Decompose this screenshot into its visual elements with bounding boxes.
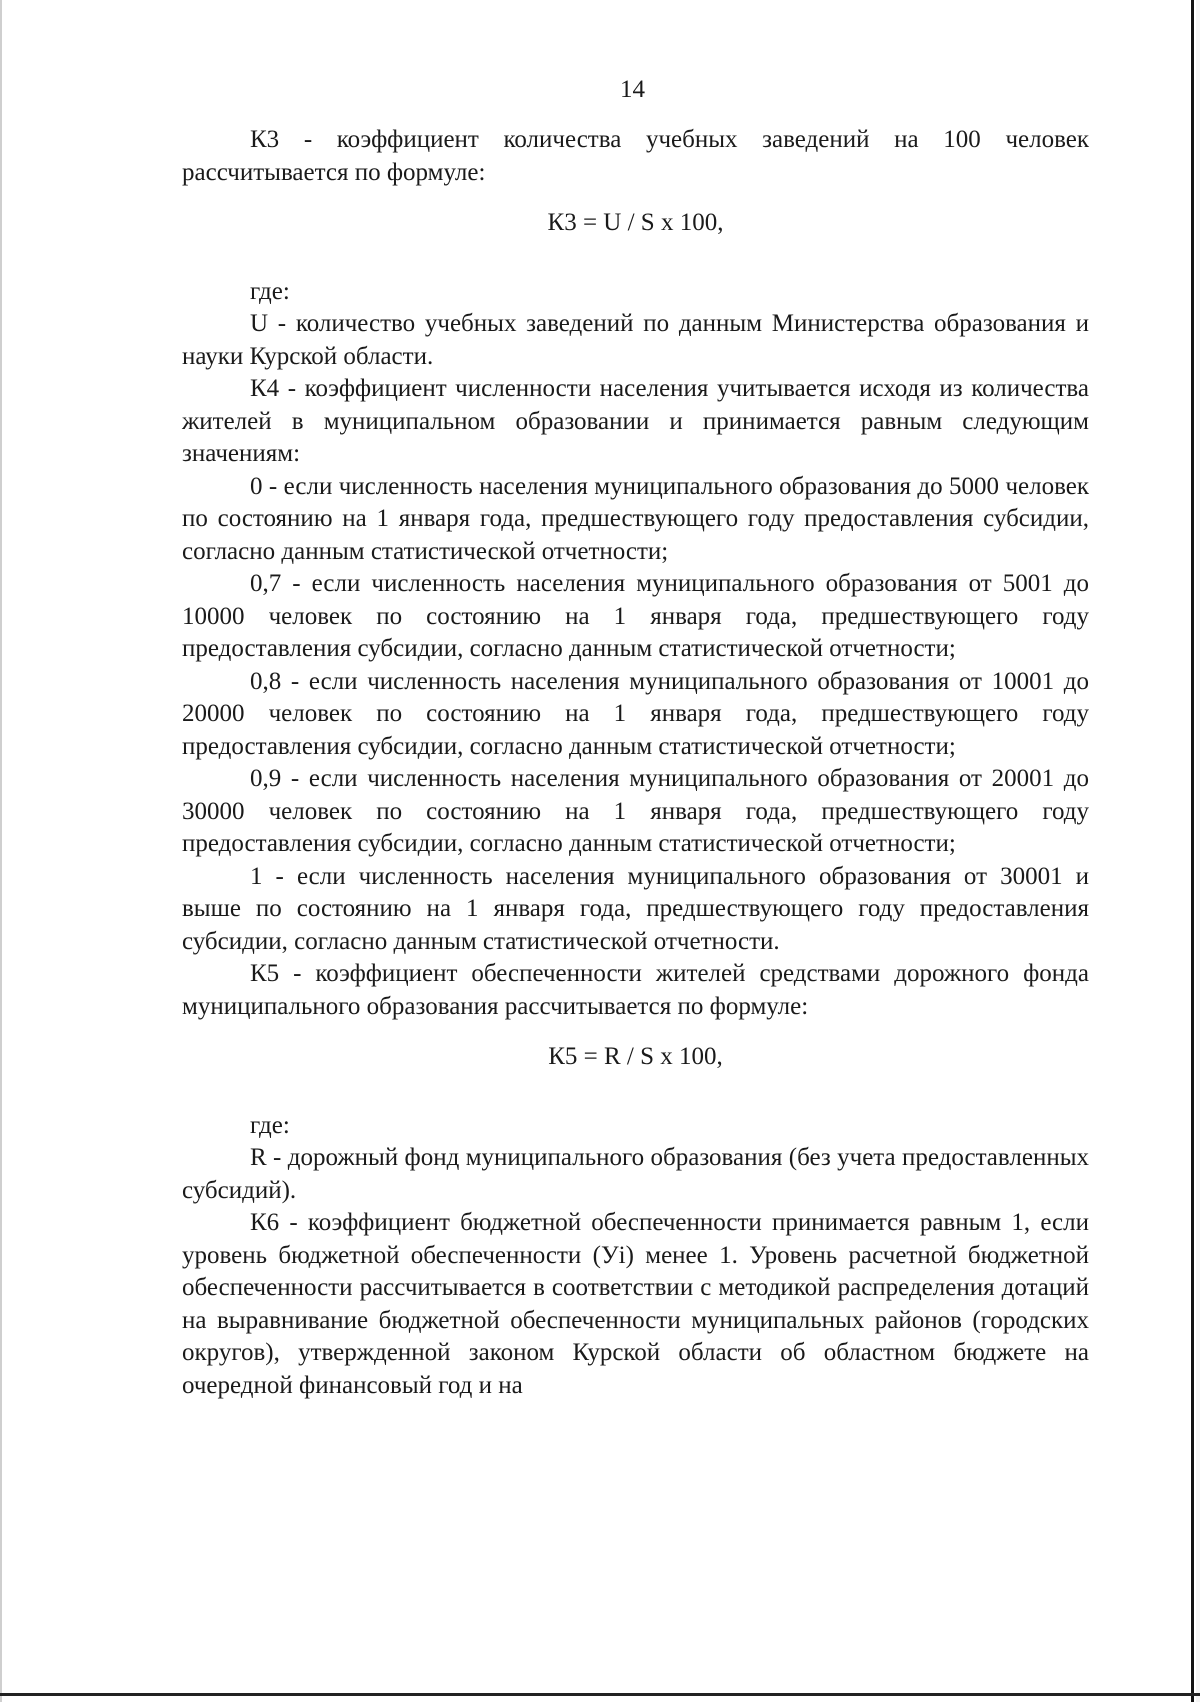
k3-definition: К3 - коэффициент количества учебных заведений на 100 человек рассчитывается по формуле: [182,126,1089,186]
k4-value-1: 1 - если численность населения муниципального образования от 30001 и выше по состоянию на 1 января года, предшествующего году предоставления субсидии, согласно данным статистической отчетности. [182,862,1089,955]
k5-where-label: где: [250,1111,290,1139]
k5-formula: К5 = R / S х 100, [548,1043,723,1070]
k6-definition: К6 - коэффициент бюджетной обеспеченности принимается равным 1, если уровень бюджетной обеспеченности (Уi) менее 1. Уровень расчетной бюджетной обеспеченности рассчитывается в соответствии с методикой распределения дотаций на выравнивание бюджетной обеспеченности муниципальных районов (городских округов), утвержденной законом Курской области об областном бюджете на очередной финансовый год и на [182,1209,1089,1399]
k3-formula: К3 = U / S х 100, [547,209,724,236]
k3-where-label: где: [250,277,290,305]
k4-value-0: 0 - если численность населения муниципального образования до 5000 человек по состоянию на 1 января года, предшествующего году предоставления субсидии, согласно данным статистической отчетности; [182,472,1089,565]
document-body [182,124,1089,1402]
k4-value-0-7: 0,7 - если численность населения муниципального образования от 5001 до 10000 человек по состоянию на 1 января года, предшествующего году предоставления субсидии, согласно данным статистической отчетности; [182,570,1089,662]
scan-edge-right [1191,0,1194,1702]
k5-r-definition: R - дорожный фонд муниципального образования (без учета предоставленных субсидий). [182,1144,1089,1204]
k5-definition: К5 - коэффициент обеспеченности жителей средствами дорожного фонда муниципального образования рассчитывается по формуле: [182,960,1089,1020]
k4-value-0-9: 0,9 - если численность населения муниципального образования от 20001 до 30000 человек по состоянию на 1 января года, предшествующего году предоставления субсидии, согласно данным статистической отчетности; [182,765,1089,857]
page-number: 14 [620,76,645,103]
k4-definition: К4 - коэффициент численности населения учитывается исходя из количества жителей в муниципальном образовании и принимается равным следующим значениям: [182,375,1089,467]
scan-edge-bottom [0,1693,1200,1696]
k4-value-0-8: 0,8 - если численность населения муниципального образования от 10001 до 20000 человек по состоянию на 1 января года, предшествующего году предоставления субсидии, согласно данным статистической отчетности; [182,667,1089,760]
scan-edge-left [0,0,2,1702]
k3-u-definition: U - количество учебных заведений по данным Министерства образования и науки Курской области. [182,310,1089,370]
